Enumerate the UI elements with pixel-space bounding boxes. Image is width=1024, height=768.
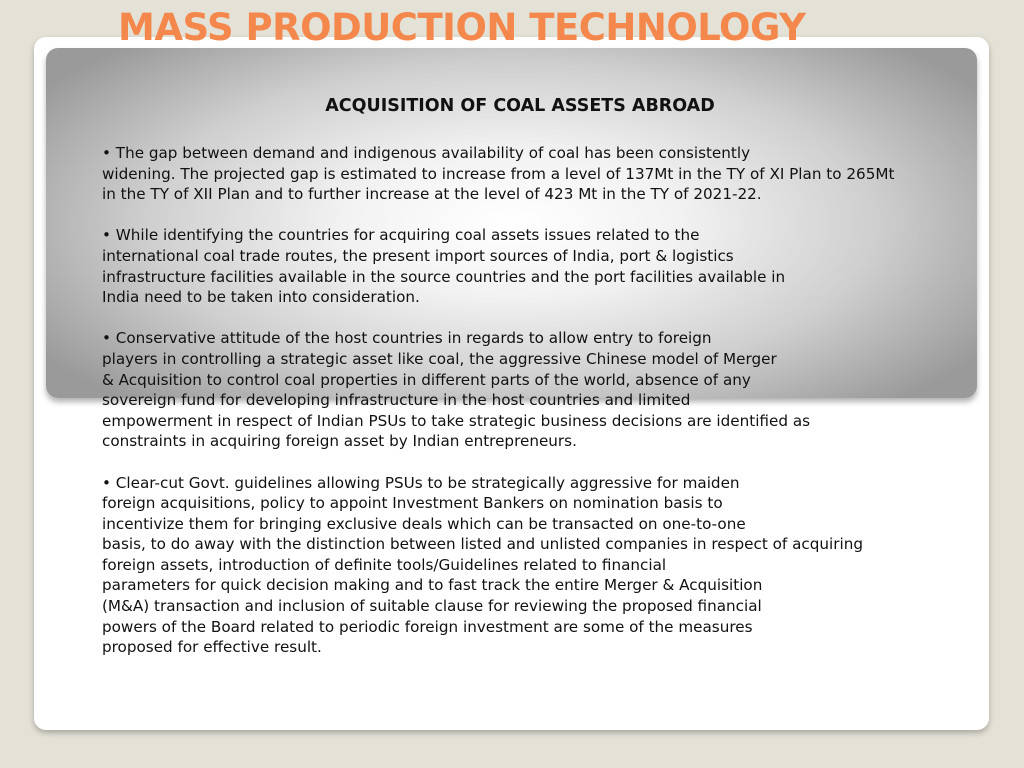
text-line: foreign acquisitions, policy to appoint Investment Bankers on nomination basis to	[102, 494, 723, 513]
body-text	[102, 143, 962, 678]
text-line: infrastructure facilities available in the source countries and the port facilities available in	[102, 267, 786, 286]
text-line: constraints in acquiring foreign asset by Indian entrepreneurs.	[102, 432, 577, 451]
text-line: widening. The projected gap is estimated to increase from a level of 137Mt in the TY of XI Plan to 265Mt	[102, 164, 895, 183]
text-line: basis, to do away with the distinction between listed and unlisted companies in respect of acquiring	[102, 535, 863, 554]
text-line: empowerment in respect of Indian PSUs to take strategic business decisions are identified as	[102, 411, 811, 430]
paragraph-1	[102, 143, 962, 205]
text-line: India need to be taken into consideration.	[102, 288, 420, 307]
paragraph-3	[102, 328, 962, 452]
text-line: powers of the Board related to periodic foreign investment are some of the measures	[102, 617, 753, 636]
section-heading: ACQUISITION OF COAL ASSETS ABROAD	[325, 96, 715, 116]
slide-title: MASS PRODUCTION TECHNOLOGY	[118, 6, 806, 49]
paragraph-2	[102, 225, 962, 307]
text-line: sovereign fund for developing infrastructure in the host countries and limited	[102, 391, 691, 410]
text-line: • Conservative attitude of the host countries in regards to allow entry to foreign	[102, 329, 712, 348]
text-line: (M&A) transaction and inclusion of suitable clause for reviewing the proposed financial	[102, 597, 762, 616]
text-line: international coal trade routes, the present import sources of India, port & logistics	[102, 246, 734, 265]
text-line: • The gap between demand and indigenous availability of coal has been consistently	[102, 144, 751, 162]
text-line: parameters for quick decision making and to fast track the entire Merger & Acquisition	[102, 576, 763, 595]
paragraph-4	[102, 473, 962, 658]
text-line: & Acquisition to control coal properties in different parts of the world, absence of any	[102, 370, 751, 389]
text-line: incentivize them for bringing exclusive deals which can be transacted on one-to-one	[102, 514, 746, 533]
text-line: • Clear-cut Govt. guidelines allowing PSUs to be strategically aggressive for maiden	[102, 473, 740, 492]
text-line: in the TY of XII Plan and to further increase at the level of 423 Mt in the TY of 2021-22.	[102, 185, 762, 204]
text-line: foreign assets, introduction of definite tools/Guidelines related to financial	[102, 555, 667, 574]
text-line: players in controlling a strategic asset like coal, the aggressive Chinese model of Merger	[102, 349, 777, 368]
text-line: proposed for effective result.	[102, 638, 322, 657]
text-line: • While identifying the countries for acquiring coal assets issues related to the	[102, 226, 700, 245]
